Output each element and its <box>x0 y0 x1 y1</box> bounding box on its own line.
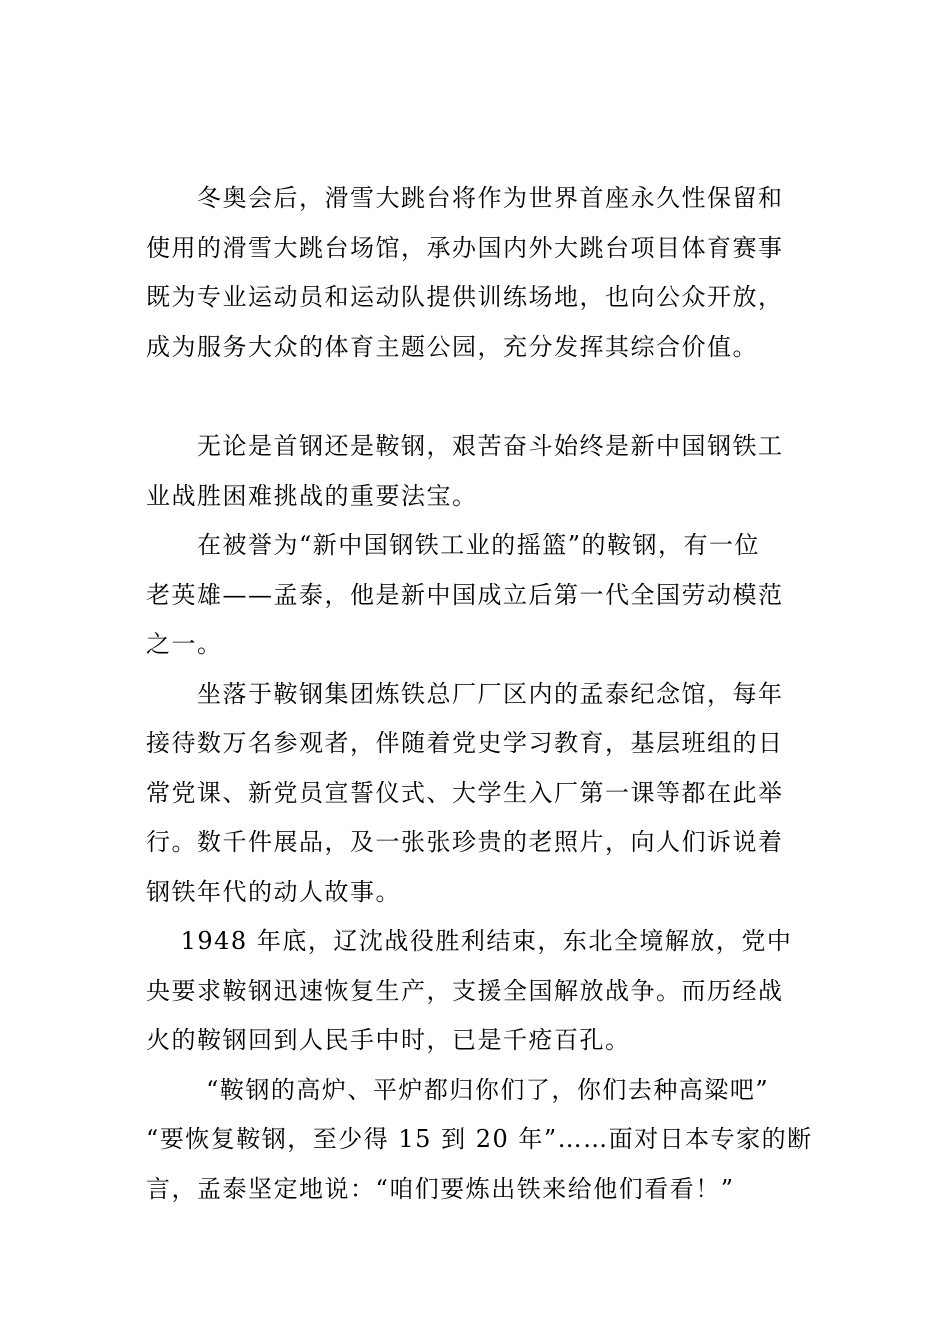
text-line: 坐落于鞍钢集团炼铁总厂厂区内的孟泰纪念馆，每年 <box>146 679 784 708</box>
text-line: 钢铁年代的动人故事。 <box>146 877 401 906</box>
text-line: 成为服务大众的体育主题公园，充分发挥其综合价值。 <box>146 332 758 361</box>
text-line: 在被誉为“新中国钢铁工业的摇篮”的鞍钢，有一位 <box>146 531 761 559</box>
text-line: 无论是首钢还是鞍钢，艰苦奋斗始终是新中国钢铁工 <box>146 432 784 460</box>
text-line: 火的鞍钢回到人民手中时，已是千疮百孔。 <box>146 1026 631 1054</box>
text-line: “鞍钢的高炉、平炉都归你们了，你们去种高粱吧” <box>146 1075 770 1104</box>
text-line: 业战胜困难挑战的重要法宝。 <box>146 481 478 510</box>
text-line: 冬奥会后，滑雪大跳台将作为世界首座永久性保留和 <box>146 184 784 212</box>
text-line: 常党课、新党员宣誓仪式、大学生入厂第一课等都在此举 <box>146 778 784 807</box>
text-line: 央要求鞍钢迅速恢复生产，支援全国解放战争。而历经战 <box>146 976 784 1005</box>
text-line: 接待数万名参观者，伴随着党史学习教育，基层班组的日 <box>146 729 784 757</box>
text-line: 之一。 <box>146 630 223 658</box>
text-line: 行。数千件展品，及一张张珍贵的老照片，向人们诉说着 <box>146 828 784 856</box>
paragraph-block-winter-olympics <box>146 174 806 372</box>
text-line: 老英雄——孟泰，他是新中国成立后第一代全国劳动模范 <box>146 580 784 609</box>
text-line: “要恢复鞍钢，至少得 15 到 20 年”……面对日本专家的断 <box>146 1125 813 1153</box>
text-line: 使用的滑雪大跳台场馆，承办国内外大跳台项目体育赛事 <box>146 233 784 262</box>
paragraph-block-angang <box>146 422 813 1214</box>
text-line: 既为专业运动员和运动队提供训练场地，也向公众开放， <box>146 283 784 311</box>
text-line: 1948 年底，辽沈战役胜利结束，东北全境解放，党中 <box>146 927 793 955</box>
text-line: 言，孟泰坚定地说：“咱们要炼出铁来给他们看看！” <box>146 1174 735 1203</box>
